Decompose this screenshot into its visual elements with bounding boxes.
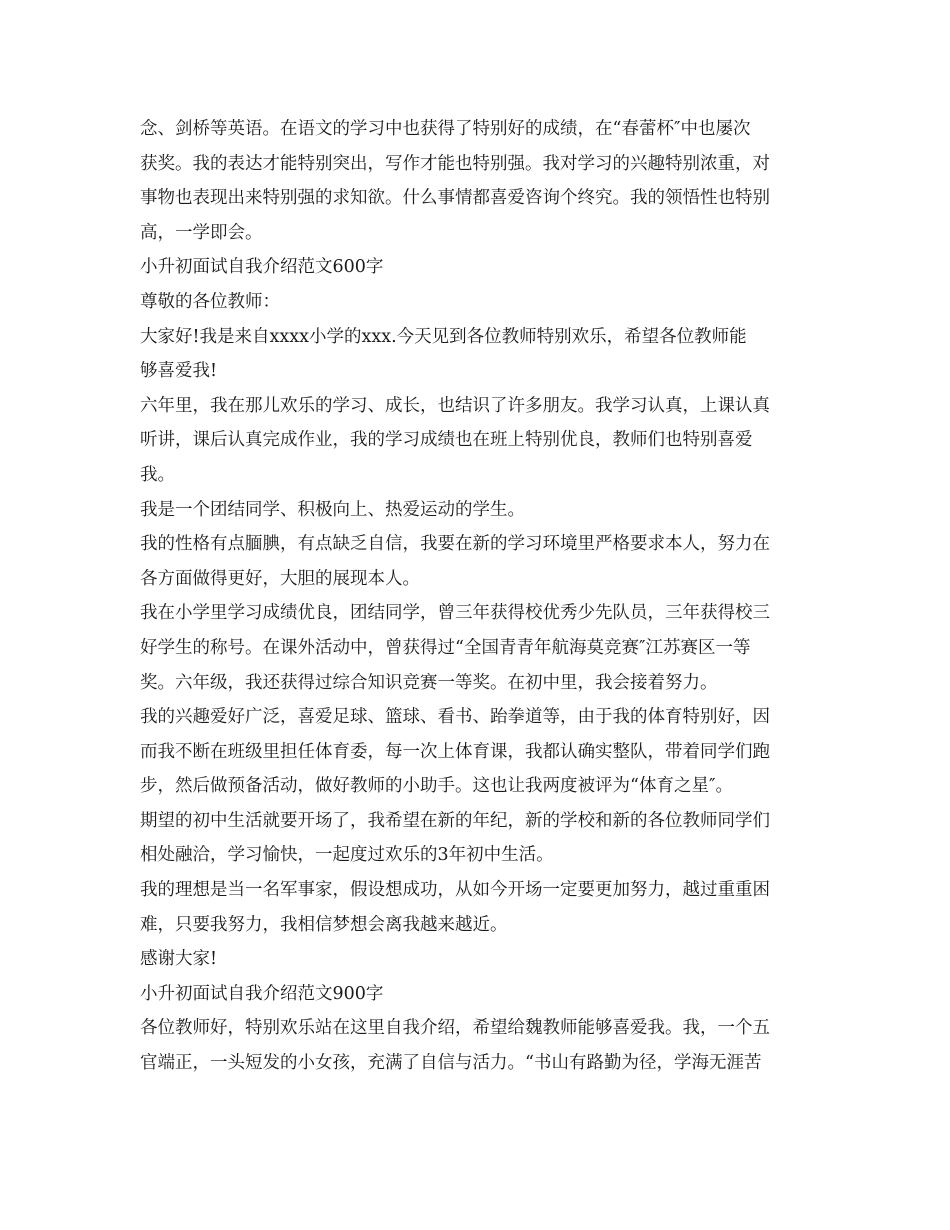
text-line: 获奖。我的表达才能特别突出，写作才能也特别强。我对学习的兴趣特别浓重，对 [140, 153, 770, 174]
document-body [140, 112, 812, 1081]
text-line: 期望的初中生活就要开场了，我希望在新的年纪，新的学校和新的各位教师同学们 [140, 810, 770, 831]
text-line: 各位教师好，特别欢乐站在这里自我介绍，希望给魏教师能够喜爱我。我，一个五 [140, 1018, 770, 1039]
text-line: 官端正，一头短发的小女孩，充满了自信与活力。“书山有路勤为径，学海无涯苦 [140, 1053, 762, 1074]
text-line: 相处融洽，学习愉快，一起度过欢乐的3年初中生活。 [140, 845, 554, 866]
text-line: 我的兴趣爱好广泛，喜爱足球、篮球、看书、跆拳道等，由于我的体育特别好，因 [140, 707, 770, 728]
text-line: 高，一学即会。 [140, 222, 263, 243]
text-line: 我的性格有点腼腆，有点缺乏自信，我要在新的学习环境里严格要求本人，努力在 [140, 534, 770, 555]
section-heading: 小升初面试自我介绍范文600字 [140, 257, 384, 278]
text-line: 各方面做得更好，大胆的展现本人。 [140, 568, 420, 589]
text-line: 尊敬的各位教师： [140, 291, 280, 312]
text-line: 我的理想是当一名军事家，假设想成功，从如今开场一定要更加努力，越过重重困 [140, 880, 770, 901]
text-line: 念、剑桥等英语。在语文的学习中也获得了特别好的成绩，在“春蕾杯″中也屡次 [140, 119, 751, 139]
text-line: 步，然后做预备活动，做好教师的小助手。这也让我两度被评为“体育之星″。 [140, 776, 733, 797]
text-line: 我。 [140, 464, 175, 485]
text-line: 我是一个团结同学、积极向上、热爱运动的学生。 [140, 499, 525, 520]
text-line: 感谢大家! [140, 949, 218, 970]
text-line: 难，只要我努力，我相信梦想会离我越来越近。 [140, 914, 508, 935]
text-line: 而我不断在班级里担任体育委，每一次上体育课，我都认确实整队，带着同学们跑 [140, 741, 770, 762]
text-line: 好学生的称号。在课外活动中，曾获得过“全国青青年航海莫竞赛″江苏赛区一等 [140, 637, 751, 658]
text-line: 六年里，我在那儿欢乐的学习、成长，也结识了许多朋友。我学习认真，上课认真 [140, 395, 770, 416]
text-line: 事物也表现出来特别强的求知欲。什么事情都喜爱咨询个终究。我的领悟性也特别 [140, 188, 770, 209]
text-line: 大家好!我是来自xxxx小学的xxx.今天见到各位教师特别欢乐，希望各位教师能 [140, 326, 747, 347]
text-line: 我在小学里学习成绩优良，团结同学，曾三年获得校优秀少先队员，三年获得校三 [140, 603, 770, 624]
text-line: 听讲，课后认真完成作业，我的学习成绩也在班上特别优良，教师们也特别喜爱 [140, 430, 753, 451]
text-line: 奖。六年级，我还获得过综合知识竞赛一等奖。在初中里，我会接着努力。 [140, 672, 718, 693]
section-heading: 小升初面试自我介绍范文900字 [140, 983, 384, 1004]
text-line: 够喜爱我! [140, 361, 218, 382]
